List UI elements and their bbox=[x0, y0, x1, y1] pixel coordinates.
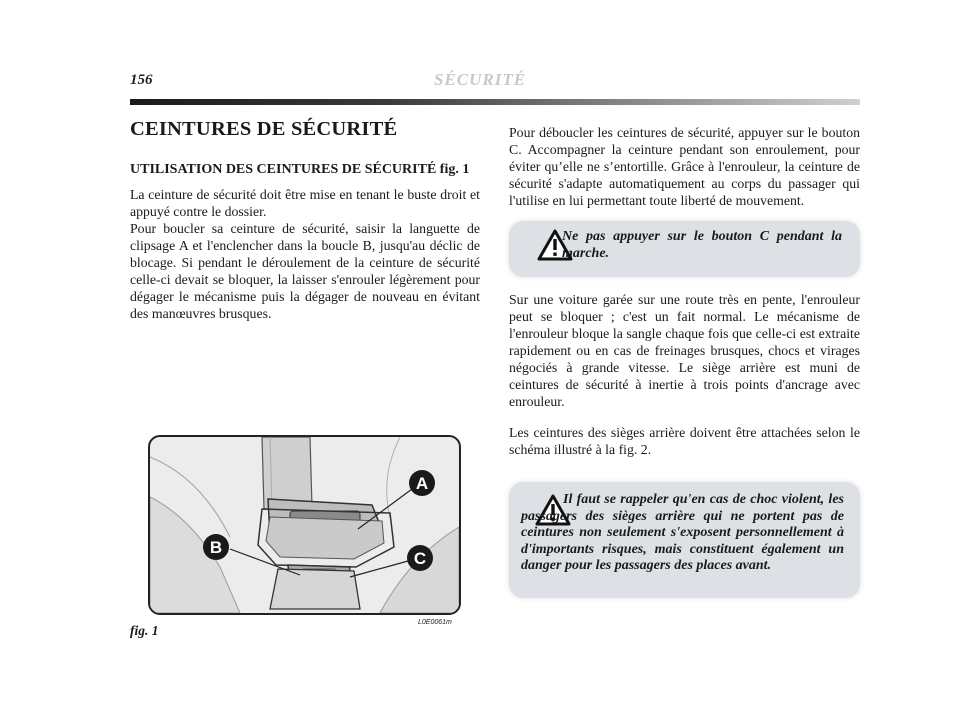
paragraph: La ceinture de sécurité doit être mise en tenant le buste droit et appuyé contre le dossier. bbox=[130, 187, 480, 219]
subsection-title: UTILISATION DES CEINTURES DE SÉCURITÉ fig. 1 bbox=[130, 162, 470, 177]
warning-box bbox=[509, 482, 860, 598]
right-column bbox=[509, 124, 860, 598]
page-number: 156 bbox=[130, 72, 153, 88]
left-column bbox=[130, 118, 480, 322]
warning-text: Il faut se rappeler qu'en cas de choc violent, les passagers des sièges arrière qui ne portent pas de ceintures non seulement s'exposent personnellement à d'importants risques, mais constituent également un danger pour les passagers des places avant. bbox=[521, 492, 844, 573]
paragraph: Pour déboucler les ceintures de sécurité, appuyer sur le bouton C. Accompagner la ceinture pendant son enroulement, pour éviter qu’elle ne s’entortille. Grâce à l'enrouleur, la ceinture de sécurité s'adapte automatiquement au corps du passager qui l'utilise en lui permettant toute liberté de mouvement. bbox=[509, 125, 860, 208]
figure-code: L0E0061m bbox=[418, 619, 452, 626]
header-rule bbox=[130, 99, 860, 105]
callout-a-label: A bbox=[415, 474, 429, 493]
paragraph: Pour boucler sa ceinture de sécurité, saisir la languette de clipsage A et l'enclencher dans la boucle B, jusqu'au déclic de blocage. Si pendant le déroulement de la ceinture de sécurité celle-ci devait se bloquer, la laisser s'enrouler légèrement pour dégager le mécanisme puis la dégager de nouveau en évitant des manœuvres brusques. bbox=[130, 221, 480, 321]
paragraph: Sur une voiture garée sur une route très en pente, l'enrouleur peut se bloquer ; c'est un fait normal. Le mécanisme de l'enrouleur bloque la sangle chaque fois que celle-ci est extraite rapidement ou en cas de freinages brusques, chocs et virages négociés à grande vitesse. Le siège arrière est muni de ceintures de sécurité à inertie à trois points d'ancrage avec enrouleur. bbox=[509, 292, 860, 409]
paragraph: Les ceintures des sièges arrière doivent être attachées selon le schéma illustré à la fig. 2. bbox=[509, 425, 860, 457]
figure-illustration bbox=[148, 435, 461, 615]
callout-c-label: C bbox=[413, 549, 427, 568]
warning-text: Ne pas appuyer sur le bouton C pendant la marche. bbox=[562, 229, 842, 261]
running-title: SÉCURITÉ bbox=[433, 70, 527, 89]
warning-box bbox=[509, 221, 860, 277]
callout-b-label: B bbox=[209, 538, 223, 557]
figure-caption: fig. 1 bbox=[130, 623, 159, 638]
seatbelt-buckle-illustration bbox=[150, 437, 459, 613]
section-title: CEINTURES DE SÉCURITÉ bbox=[130, 118, 398, 140]
